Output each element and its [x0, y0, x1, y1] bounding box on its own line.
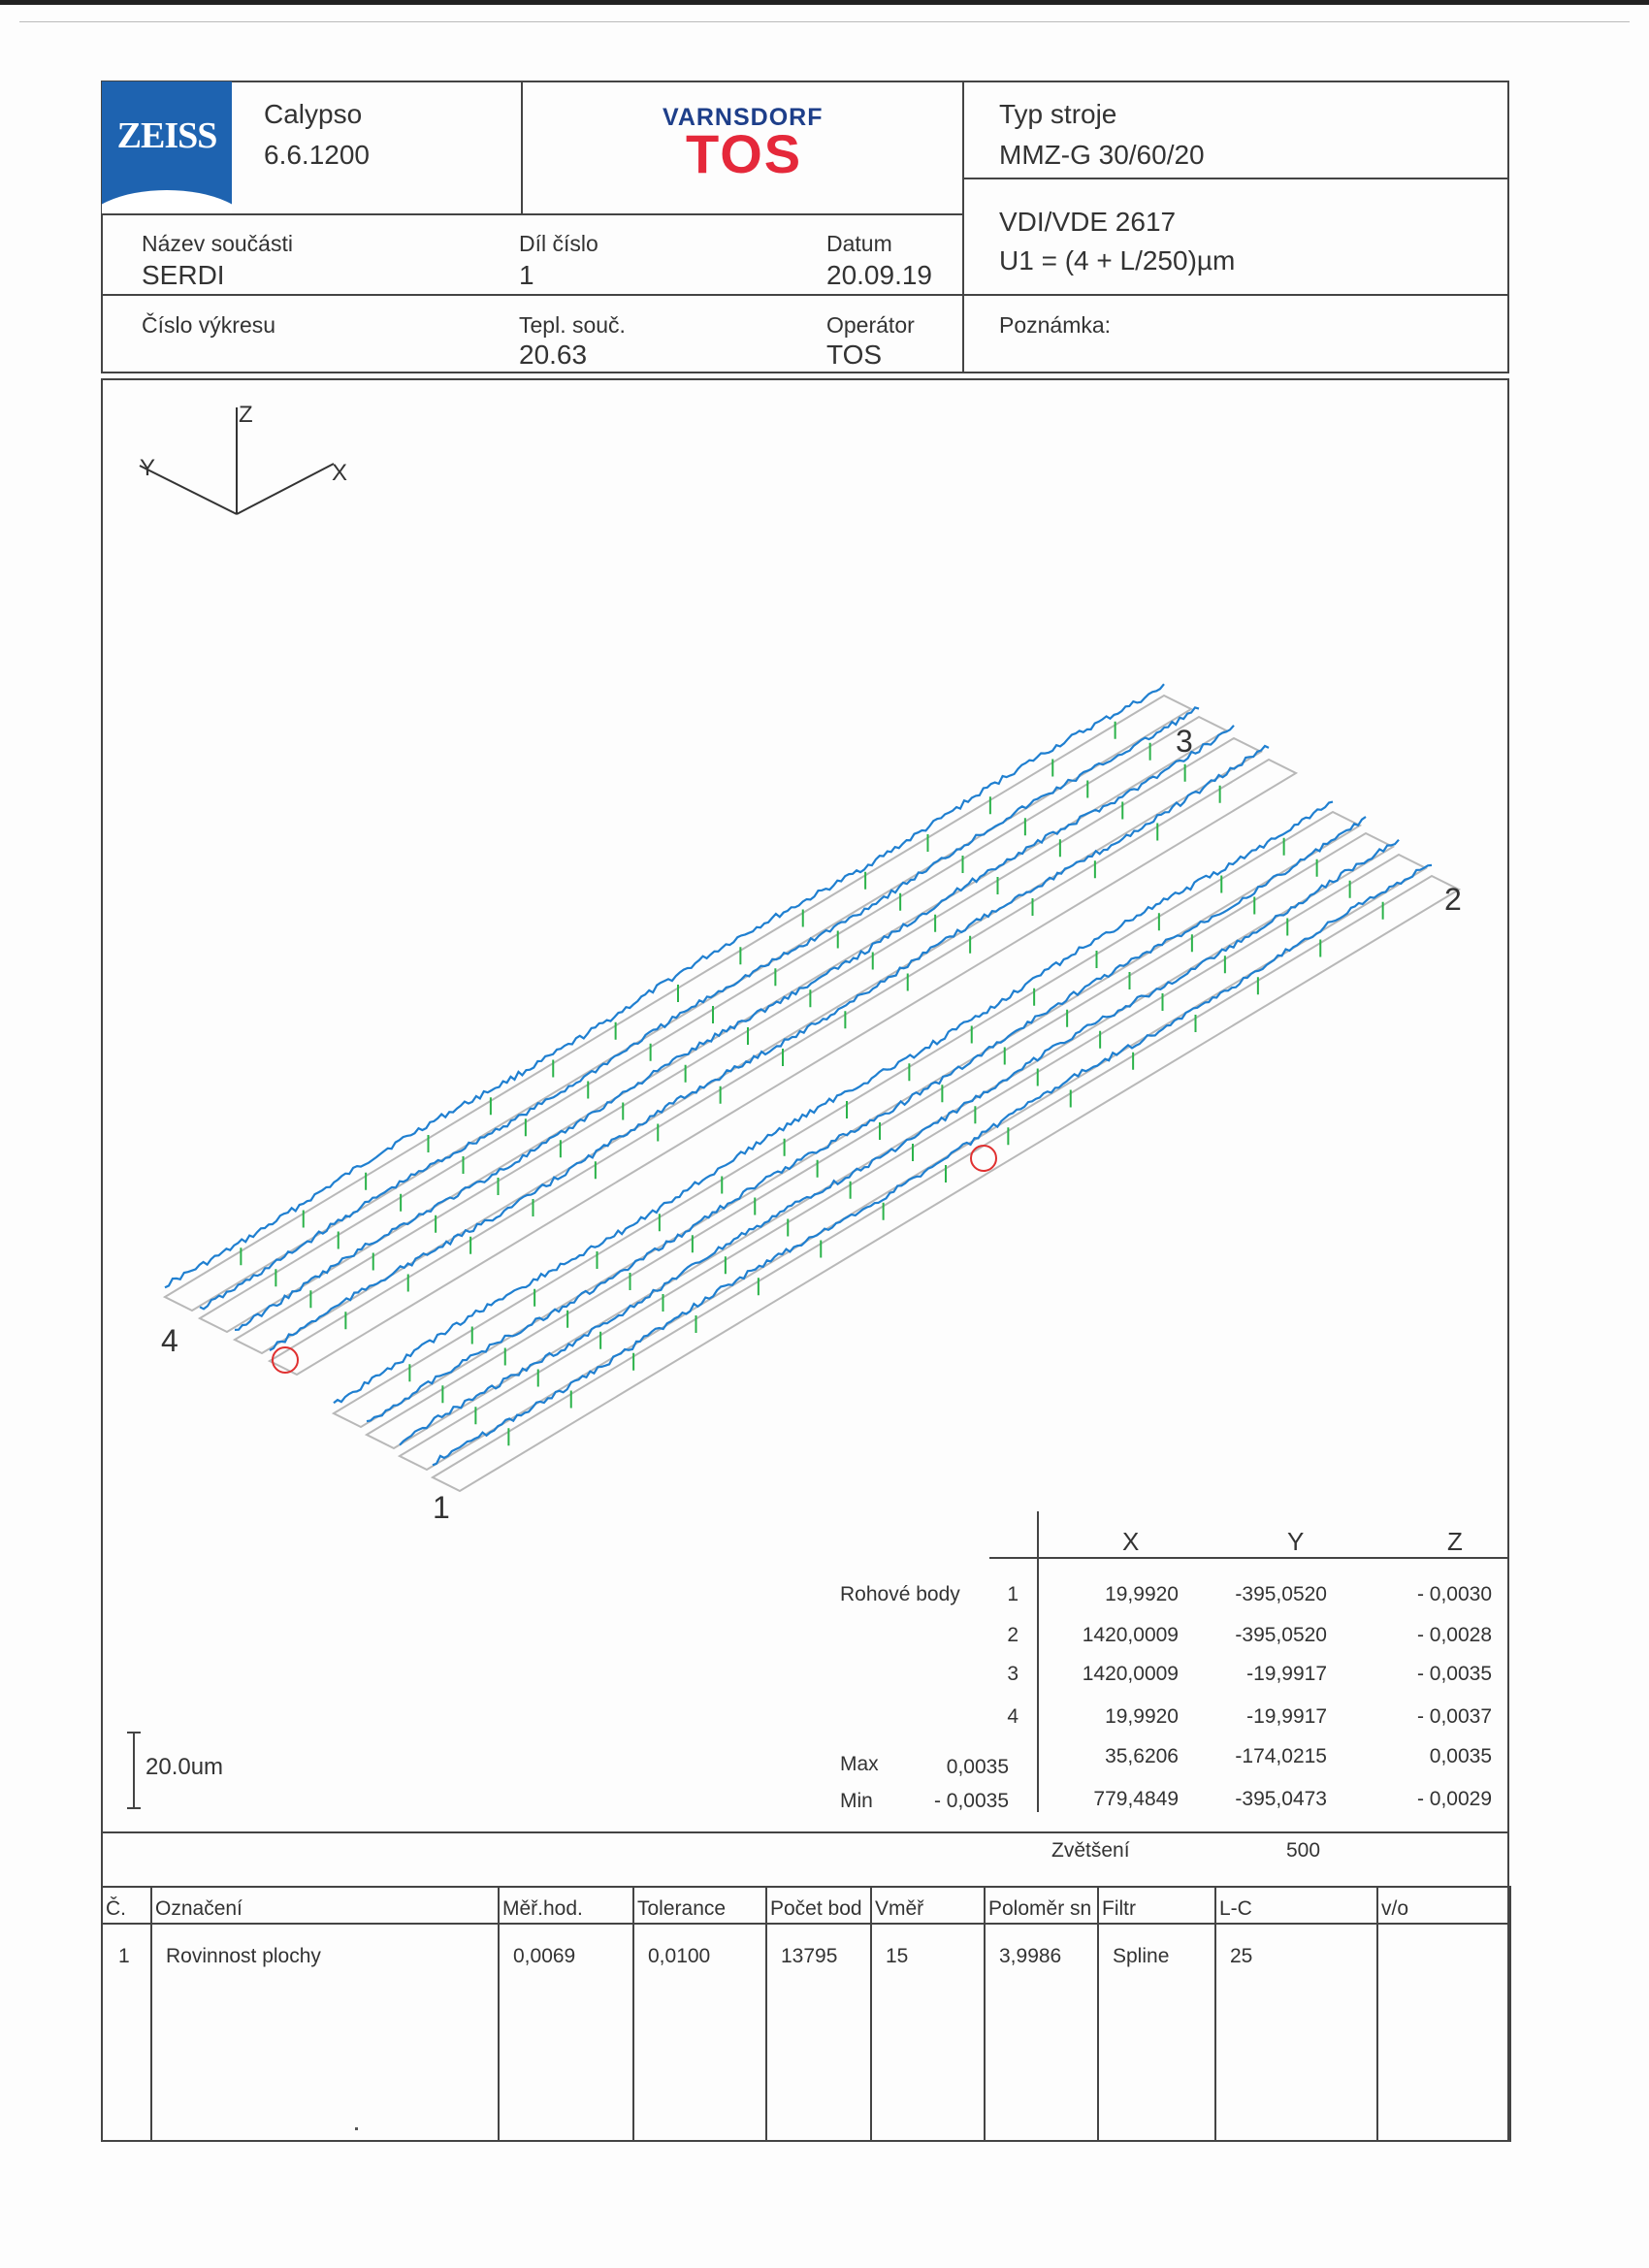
cell-vmer: 15 — [886, 1945, 909, 1967]
scale-bar-cap — [127, 1807, 141, 1809]
axis-x-label: X — [332, 460, 348, 486]
header-filter: Filtr — [1102, 1897, 1136, 1920]
header-vo: v/o — [1381, 1897, 1409, 1920]
max-y: -174,0215 — [1235, 1745, 1327, 1767]
header-vmer: Vměř — [875, 1897, 924, 1920]
plate-outline — [165, 696, 1191, 1311]
col-header-z: Z — [1447, 1527, 1463, 1556]
divider — [101, 213, 964, 215]
corner-row-x: 1420,0009 — [1082, 1624, 1179, 1646]
divider — [101, 1886, 1509, 1888]
date-label: Datum — [826, 231, 892, 256]
cell-tolerance: 0,0100 — [648, 1945, 711, 1967]
column-divider — [870, 1886, 872, 2142]
corner-row-y: -19,9917 — [1246, 1663, 1327, 1685]
profile-line — [200, 707, 1199, 1309]
max-x: 35,6206 — [1105, 1745, 1179, 1767]
surface-profiles — [165, 684, 1459, 1491]
cell-lc: 25 — [1230, 1945, 1253, 1967]
scan-speck — [355, 2127, 358, 2130]
cell-radius: 3,9986 — [999, 1945, 1062, 1967]
header-measured: Měř.hod. — [502, 1897, 583, 1920]
corner-row-y: -395,0520 — [1235, 1624, 1327, 1646]
plate-outline — [270, 760, 1296, 1375]
divider — [989, 1557, 1509, 1559]
software-name: Calypso — [264, 99, 363, 129]
col-header-y: Y — [1287, 1527, 1305, 1556]
corner-label-1: 1 — [433, 1490, 450, 1525]
column-divider — [1509, 1886, 1511, 2142]
drawing-number-label: Číslo výkresu — [142, 312, 276, 338]
profile-line — [334, 802, 1333, 1404]
zeiss-logo — [102, 81, 232, 213]
corner-row-id: 3 — [1007, 1663, 1018, 1685]
corner-row-y: -395,0520 — [1235, 1583, 1327, 1605]
header-designation: Označení — [155, 1897, 242, 1920]
part-number-value: 1 — [519, 260, 534, 290]
scale-bar-cap — [127, 1732, 141, 1733]
corner-row-id: 4 — [1007, 1705, 1018, 1728]
min-value: - 0,0035 — [933, 1790, 1009, 1812]
magnification-label: Zvětšení — [1051, 1839, 1130, 1862]
note-label: Poznámka: — [999, 312, 1112, 338]
corner-row-z: - 0,0028 — [1416, 1624, 1492, 1646]
column-divider — [1097, 1886, 1099, 2142]
plate-outline — [235, 738, 1261, 1353]
scale-bar — [133, 1732, 135, 1809]
header-tolerance: Tolerance — [637, 1897, 727, 1920]
corner-row-x: 19,9920 — [1105, 1705, 1179, 1728]
corner-points-label: Rohové body — [840, 1583, 960, 1605]
min-label: Min — [840, 1790, 873, 1812]
divider — [101, 1831, 1509, 1833]
machine-type-value: MMZ-G 30/60/20 — [999, 140, 1205, 170]
temperature-label: Tepl. souč. — [519, 312, 626, 338]
plate-outline — [433, 876, 1459, 1491]
uncertainty: U1 = (4 + L/250)µm — [999, 245, 1236, 275]
profile-line — [165, 684, 1164, 1287]
magnification-value: 500 — [1286, 1839, 1321, 1862]
min-y: -395,0473 — [1235, 1788, 1327, 1810]
corner-row-z: - 0,0030 — [1416, 1583, 1492, 1605]
column-divider — [1214, 1886, 1216, 2142]
max-value: 0,0035 — [946, 1756, 1009, 1778]
temperature-value: 20.63 — [519, 340, 588, 370]
column-divider — [150, 1886, 152, 2142]
min-z: - 0,0029 — [1416, 1788, 1492, 1810]
zeiss-logo-text: ZEISS — [116, 115, 217, 156]
cell-designation: Rovinnost plochy — [166, 1945, 321, 1967]
tos-logo: TOS — [686, 123, 803, 184]
header-radius: Poloměr sn — [988, 1897, 1092, 1920]
corner-row-z: - 0,0035 — [1416, 1663, 1492, 1685]
col-header-x: X — [1122, 1527, 1140, 1556]
cell-filter: Spline — [1113, 1945, 1170, 1967]
axis-z-label: Z — [239, 402, 253, 428]
software-version: 6.6.1200 — [264, 140, 370, 170]
plate-outline — [400, 855, 1426, 1470]
varnsdorf-logo-text: VARNSDORF — [663, 104, 824, 131]
flatness-plot — [101, 378, 1509, 1542]
corner-row-x: 19,9920 — [1105, 1583, 1179, 1605]
column-divider — [1376, 1886, 1378, 2142]
part-name-label: Název součásti — [142, 231, 293, 256]
header-lc: L-C — [1219, 1897, 1252, 1920]
axis-triad — [140, 402, 347, 514]
corner-row-z: - 0,0037 — [1416, 1705, 1492, 1728]
max-label: Max — [840, 1753, 879, 1775]
divider — [101, 1923, 1509, 1925]
operator-label: Operátor — [826, 312, 915, 338]
date-value: 20.09.19 — [826, 260, 932, 290]
corner-label-3: 3 — [1176, 724, 1193, 759]
cell-no: 1 — [118, 1945, 130, 1967]
part-number-label: Díl číslo — [519, 231, 598, 256]
standard: VDI/VDE 2617 — [999, 207, 1177, 237]
cell-points: 13795 — [781, 1945, 838, 1967]
min-x: 779,4849 — [1093, 1788, 1179, 1810]
column-divider — [984, 1886, 986, 2142]
divider — [101, 294, 1509, 296]
plate-outline — [200, 717, 1226, 1332]
column-divider — [498, 1886, 500, 2142]
divider — [101, 2140, 1509, 2142]
plate-outline — [334, 812, 1360, 1427]
max-z: 0,0035 — [1429, 1745, 1492, 1767]
corner-row-y: -19,9917 — [1246, 1705, 1327, 1728]
corner-row-id: 1 — [1007, 1583, 1018, 1605]
divider — [962, 81, 964, 373]
plate-outline — [367, 833, 1393, 1448]
corner-label-4: 4 — [161, 1323, 178, 1358]
header-no: Č. — [106, 1897, 126, 1920]
cell-measured: 0,0069 — [513, 1945, 576, 1967]
part-name-value: SERDI — [142, 260, 225, 290]
corner-row-id: 2 — [1007, 1624, 1018, 1646]
corner-label-2: 2 — [1444, 882, 1462, 917]
operator-value: TOS — [826, 340, 883, 370]
column-divider — [765, 1886, 767, 2142]
column-divider — [101, 1886, 103, 2142]
axis-y-label: Y — [140, 455, 156, 481]
divider — [521, 81, 523, 213]
scan-edge — [0, 0, 1649, 5]
header-points: Počet bod — [770, 1897, 862, 1920]
column-divider — [632, 1886, 634, 2142]
scale-bar-label: 20.0um — [146, 1754, 224, 1780]
max-point-marker — [971, 1146, 996, 1171]
machine-type-label: Typ stroje — [999, 99, 1117, 129]
divider — [962, 178, 1509, 179]
corner-row-x: 1420,0009 — [1082, 1663, 1179, 1685]
divider — [19, 21, 1630, 22]
